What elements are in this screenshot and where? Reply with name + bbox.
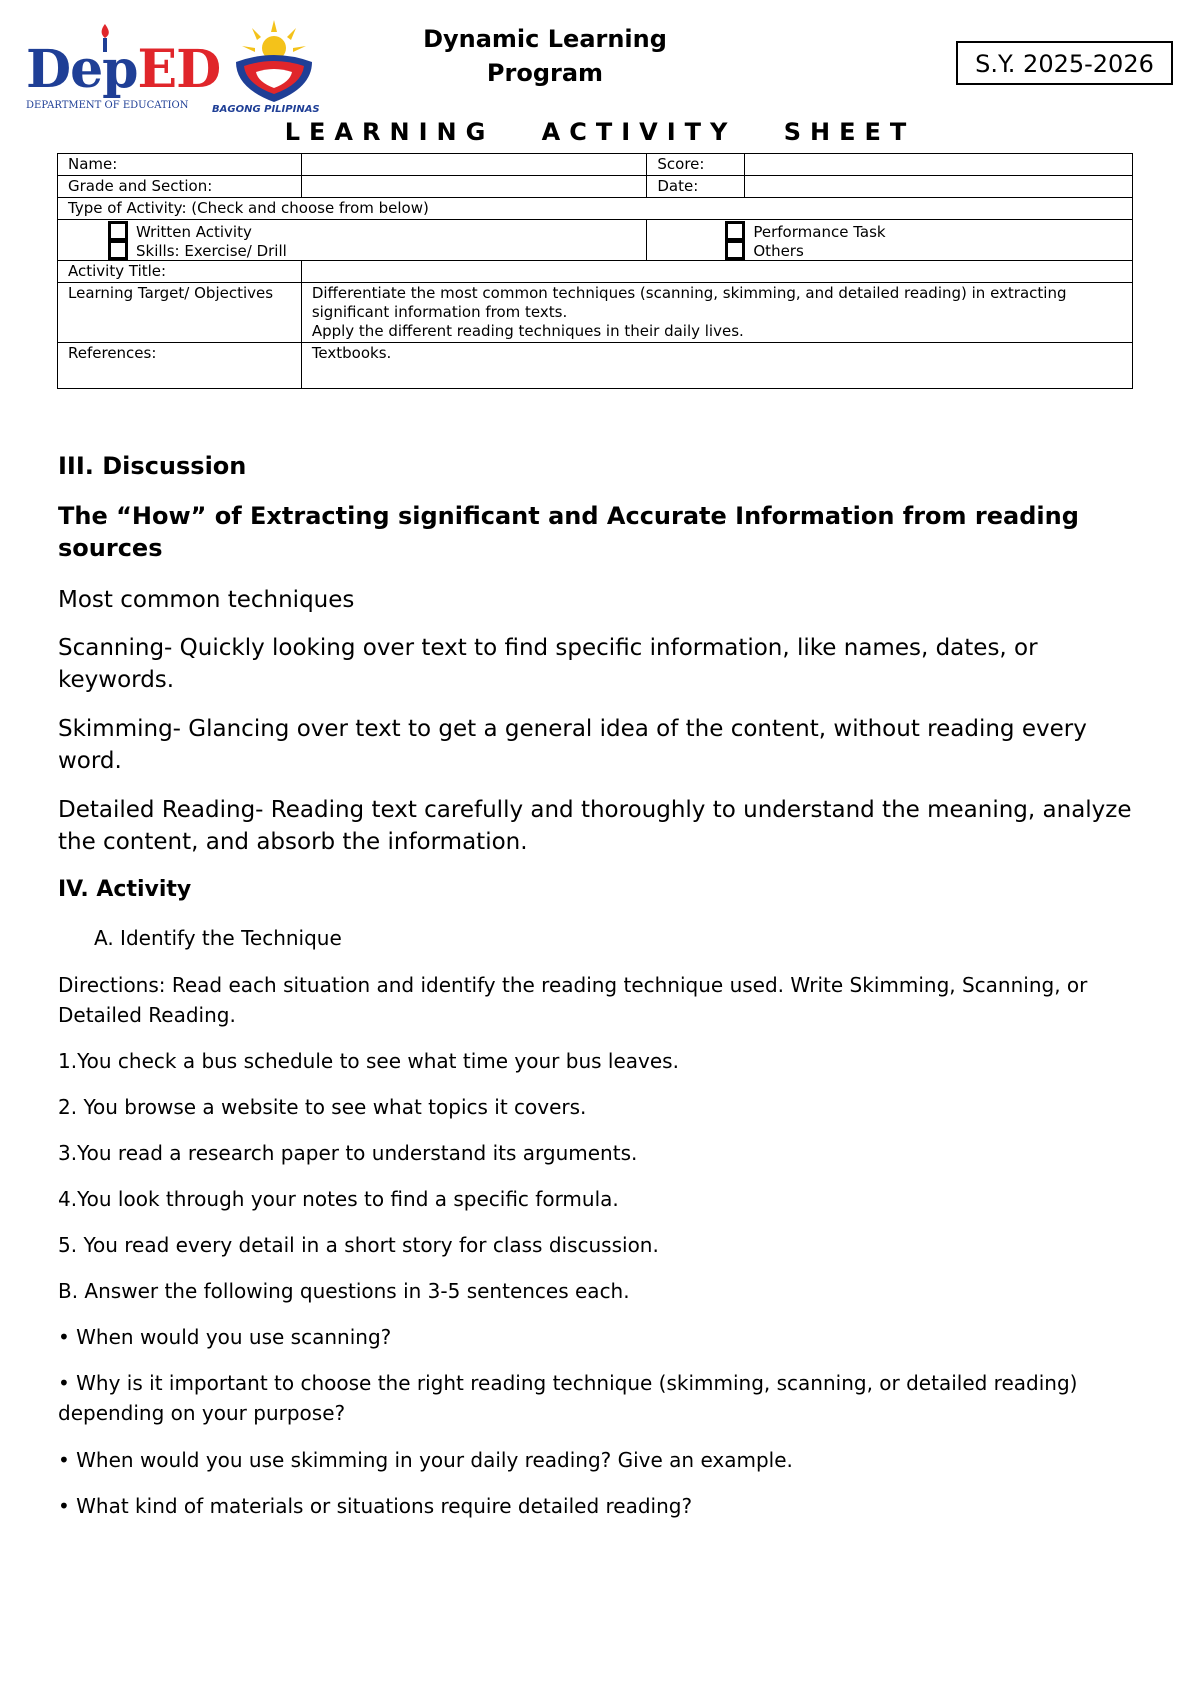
- objectives-value: [301, 283, 1132, 343]
- performance-task-option[interactable]: [725, 221, 1122, 240]
- activity-type-options-right: [647, 220, 1133, 261]
- header-logos: [26, 18, 326, 118]
- references-value: Textbooks.: [301, 343, 1132, 389]
- skills-label: Skills: Exercise/ Drill: [136, 242, 287, 260]
- part-b-heading: B. Answer the following questions in 3-5 sentences each.: [58, 1279, 630, 1303]
- checkbox-icon[interactable]: [725, 221, 745, 241]
- discussion-subheading: The “How” of Extracting significant and Accurate Information from reading sources: [58, 502, 1079, 562]
- question-item: • Why is it important to choose the right reading technique (skimming, scanning, or detailed reading) depending on your purpose?: [58, 1371, 1078, 1425]
- program-title-line1: Dynamic Learning: [423, 25, 667, 53]
- objective-2: Apply the different reading techniques in their daily lives.: [311, 322, 744, 340]
- question-item: • When would you use skimming in your daily reading? Give an example.: [58, 1448, 793, 1472]
- skimming-definition: Skimming- Glancing over text to get a general idea of the content, without reading every word.: [58, 716, 1087, 774]
- program-title: [370, 22, 720, 90]
- table-row: [58, 176, 1133, 198]
- written-activity-label: Written Activity: [136, 223, 252, 241]
- activity-title-field[interactable]: [301, 261, 1132, 283]
- activity-info-table: [57, 153, 1133, 389]
- program-title-line2: Program: [486, 59, 604, 87]
- score-label: Score:: [647, 154, 745, 176]
- checkbox-icon[interactable]: [725, 240, 745, 260]
- others-option[interactable]: [725, 240, 1122, 259]
- list-item: 1.You check a bus schedule to see what time your bus leaves.: [58, 1049, 679, 1073]
- deped-logo-dep: Dep: [26, 39, 138, 100]
- skills-option[interactable]: [108, 240, 636, 259]
- table-row: [58, 343, 1133, 389]
- score-field[interactable]: [745, 154, 1133, 176]
- question-item: • What kind of materials or situations require detailed reading?: [58, 1494, 693, 1518]
- table-row: [58, 154, 1133, 176]
- grade-section-label: Grade and Section:: [58, 176, 302, 198]
- activity-heading: IV. Activity: [58, 877, 192, 902]
- discussion-heading: III. Discussion: [58, 452, 247, 480]
- references-label: References:: [58, 343, 302, 389]
- deped-logo-subtitle: DEPARTMENT OF EDUCATION: [26, 100, 189, 111]
- objectives-label: Learning Target/ Objectives: [58, 283, 302, 343]
- question-item: • When would you use scanning?: [58, 1325, 392, 1349]
- objective-1: Differentiate the most common techniques (scanning, skimming, and detailed reading) in extracting significant information from texts.: [311, 284, 1067, 321]
- activity-type-label: Type of Activity: (Check and choose from below): [58, 198, 1133, 220]
- detailed-reading-definition: Detailed Reading- Reading text carefully and thoroughly to understand the meaning, analyze the content, and absorb the information.: [58, 797, 1132, 855]
- name-label: Name:: [58, 154, 302, 176]
- table-row: [58, 220, 1133, 261]
- activity-type-options-left: [58, 220, 647, 261]
- grade-section-field[interactable]: [301, 176, 647, 198]
- deped-logo: [26, 39, 221, 100]
- list-item: 3.You read a research paper to understand its arguments.: [58, 1141, 638, 1165]
- date-label: Date:: [647, 176, 745, 198]
- scanning-definition: Scanning- Quickly looking over text to find specific information, like names, dates, or keywords.: [58, 635, 1038, 693]
- date-field[interactable]: [745, 176, 1133, 198]
- activity-title-label: Activity Title:: [58, 261, 302, 283]
- written-activity-option[interactable]: [108, 221, 636, 240]
- table-row: [58, 283, 1133, 343]
- techniques-intro: Most common techniques: [58, 587, 355, 613]
- performance-task-label: Performance Task: [753, 223, 886, 241]
- sheet-title: LEARNING ACTIVITY SHEET: [284, 118, 916, 146]
- checkbox-icon[interactable]: [108, 221, 128, 241]
- name-field[interactable]: [301, 154, 647, 176]
- bagong-pilipinas-subtitle: BAGONG PILIPINAS: [212, 104, 320, 115]
- school-year-box: S.Y. 2025-2026: [956, 41, 1173, 85]
- table-row: [58, 261, 1133, 283]
- list-item: 4.You look through your notes to find a specific formula.: [58, 1187, 619, 1211]
- table-row: [58, 198, 1133, 220]
- list-item: 5. You read every detail in a short story for class discussion.: [58, 1233, 659, 1257]
- others-label: Others: [753, 242, 804, 260]
- list-item: 2. You browse a website to see what topics it covers.: [58, 1095, 587, 1119]
- part-a-heading: A. Identify the Technique: [94, 926, 342, 950]
- checkbox-icon[interactable]: [108, 240, 128, 260]
- directions: Directions: Read each situation and identify the reading technique used. Write Skimming, Scanning, or Detailed Reading.: [58, 973, 1088, 1027]
- deped-logo-ed: ED: [137, 39, 221, 100]
